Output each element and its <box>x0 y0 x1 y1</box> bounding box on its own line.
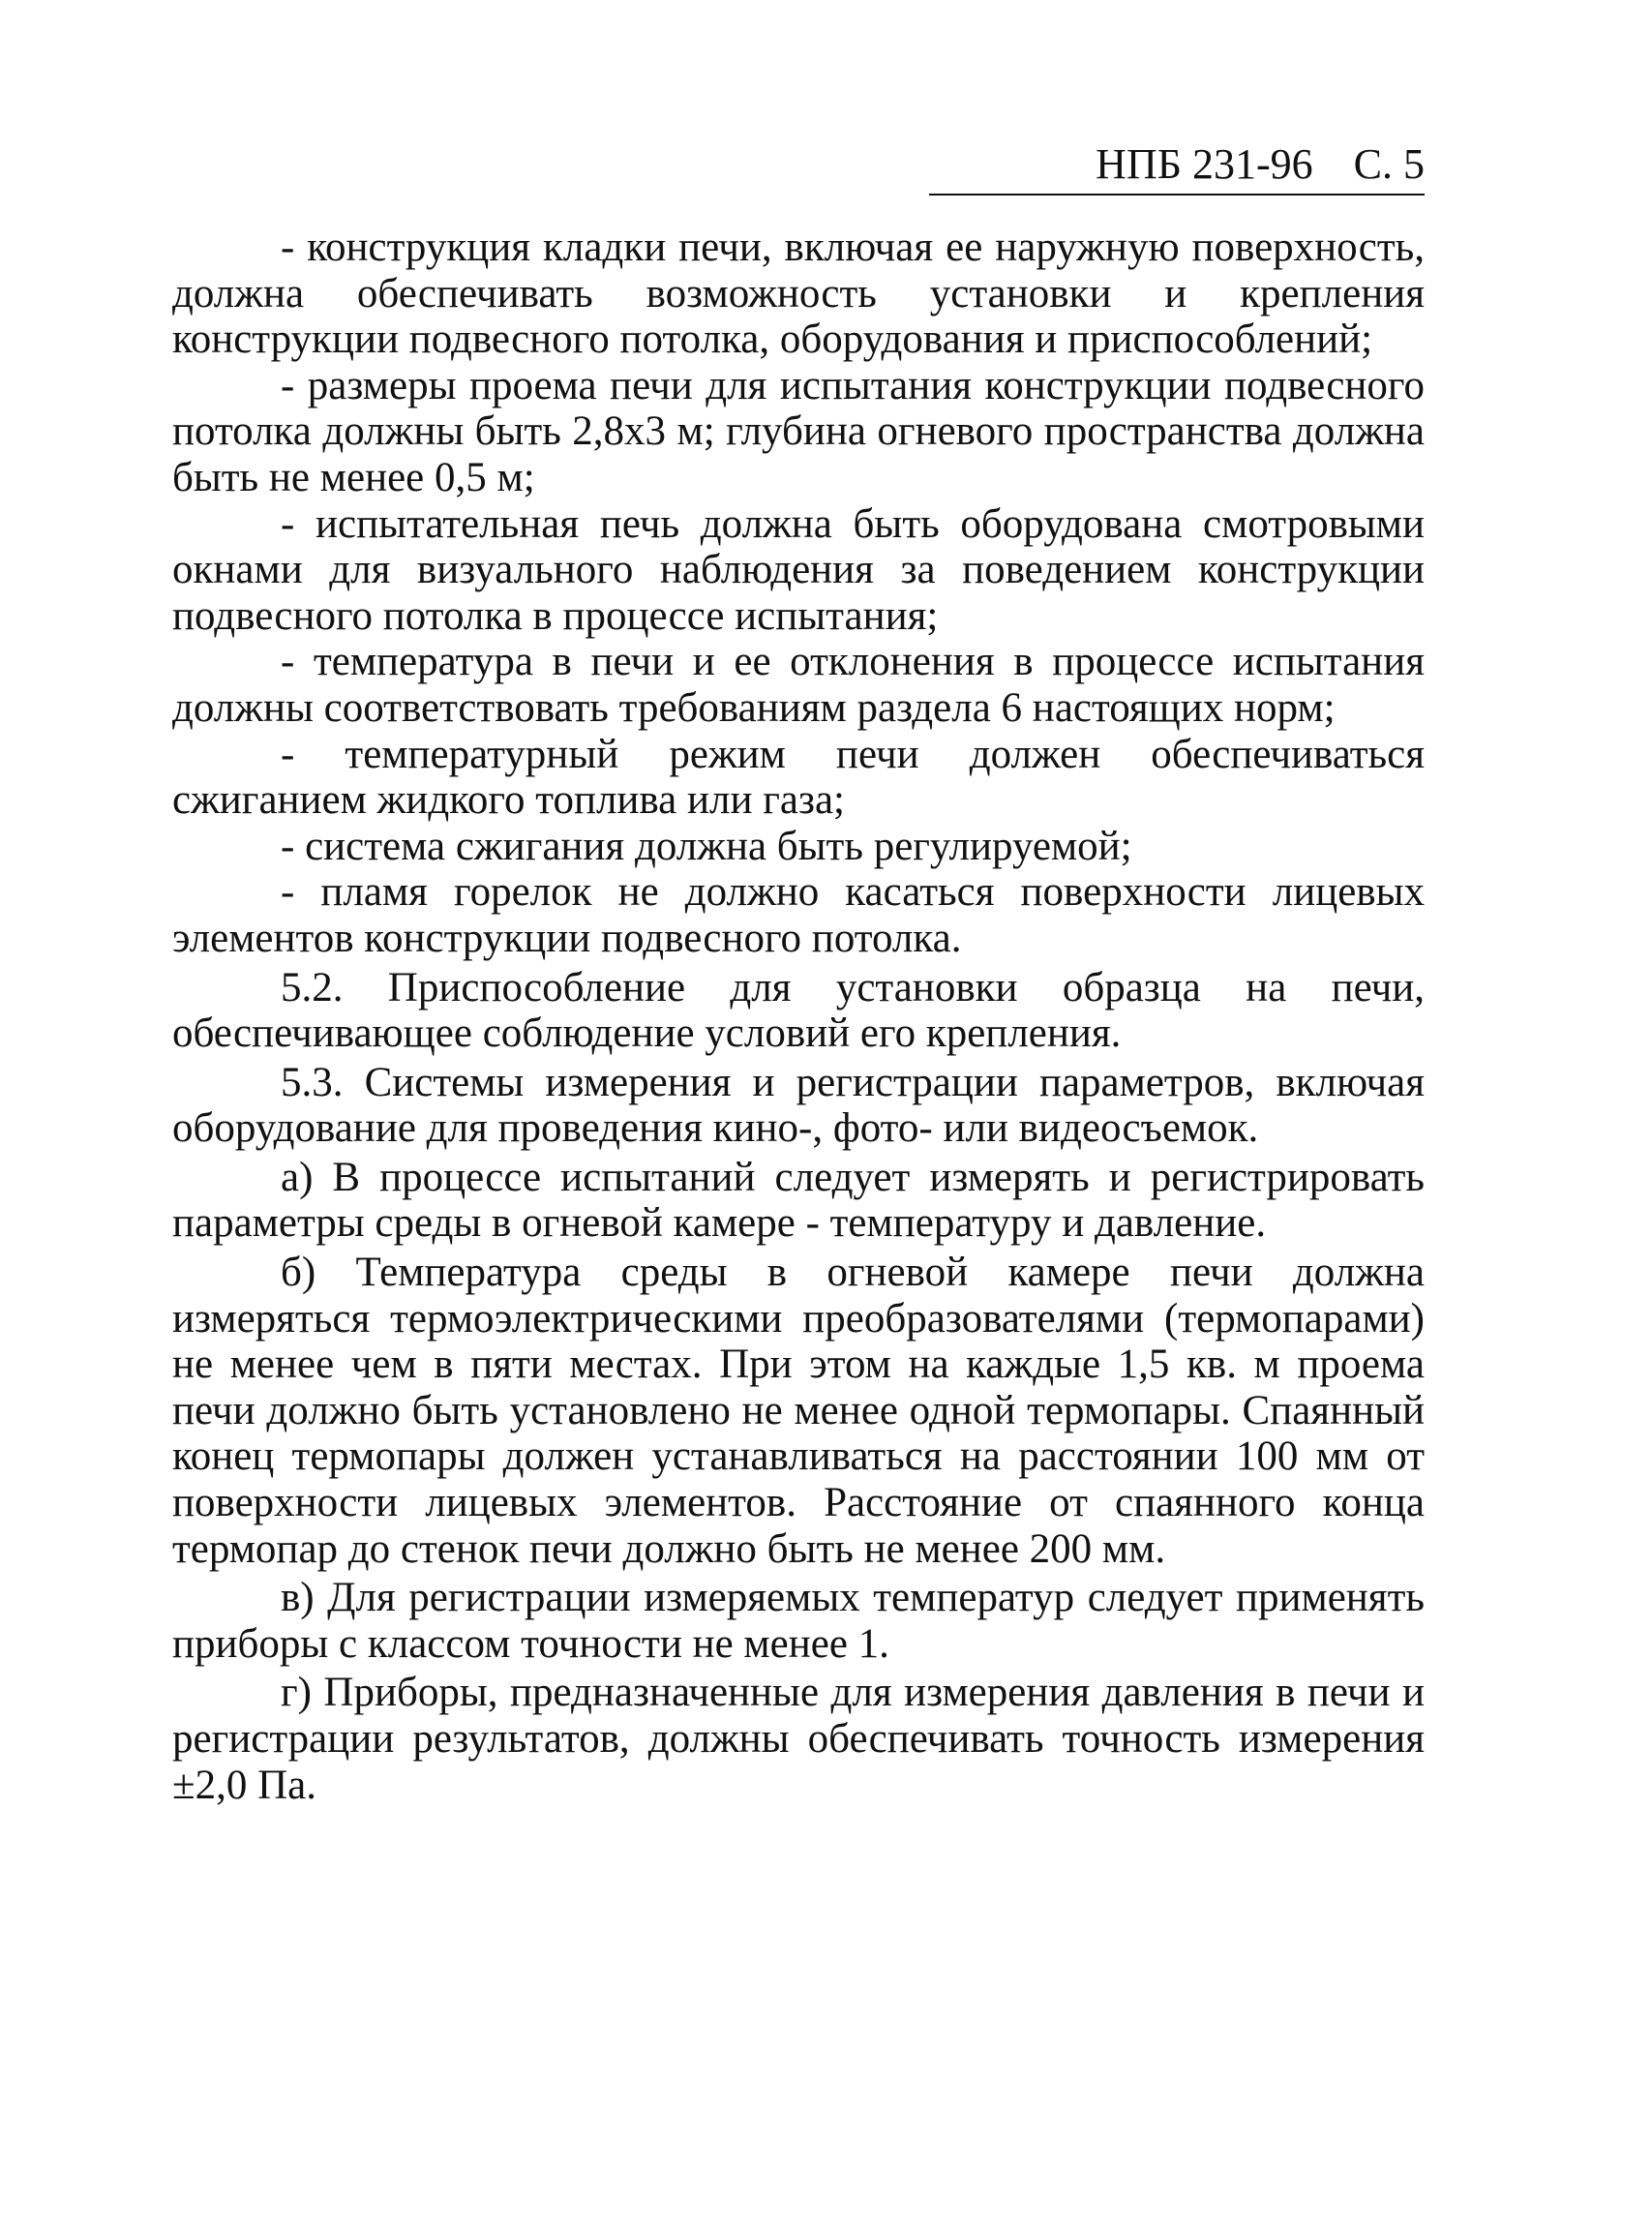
page-header <box>929 136 1425 194</box>
paragraph-item-v: в) Для регистрации измеряемых температур следует применять приборы с классом точности не менее 1. <box>172 1575 1425 1667</box>
paragraph-5-3: 5.3. Системы измерения и регистрации параметров, включая оборудование для проведения кино-, фото- или видеосъемок. <box>172 1059 1425 1152</box>
document-code: НПБ 231-96 <box>1096 140 1313 188</box>
paragraph-item-a: а) В процессе испытаний следует измерять и регистрировать параметры среды в огневой камере - температуру и давление. <box>172 1154 1425 1247</box>
paragraph-temperature-regime: - температурный режим печи должен обеспечиваться сжиганием жидкого топлива или газа; <box>172 731 1425 824</box>
header-rule <box>929 194 1425 196</box>
paragraph-burner-flame: - пламя горелок не должно касаться поверхности лицевых элементов конструкции подвесного потолка. <box>172 869 1425 961</box>
paragraph-combustion-system: - система сжигания должна быть регулируемой; <box>281 823 1132 869</box>
paragraph-item-g: г) Приборы, предназначенные для измерения давления в печи и регистрации результатов, должны обеспечивать точность измерения ±2,0 Па. <box>172 1670 1425 1808</box>
paragraph-viewing-windows: - испытательная печь должна быть оборудована смотровыми окнами для визуального наблюдения за поведением конструкции подвесного потолка в процессе испытания; <box>172 500 1425 639</box>
paragraph-item-b: б) Температура среды в огневой камере печи должна измеряться термоэлектрическими преобразователями (термопарами) не менее чем в пяти местах. При этом на каждые 1,5 кв. м проема печи должно быть установлено не менее одной термопары. Спаянный конец термопары должен устанавливаться на расстоянии 100 мм от поверхности лицевых элементов. Расстояние от спаянного конца термопар до стенок печи должно быть не менее 200 мм. <box>172 1250 1425 1572</box>
paragraph-opening-size: - размеры проема печи для испытания конструкции подвесного потолка должны быть 2,8x3 м; глубина огневого пространства должна быть не менее 0,5 м; <box>172 362 1425 500</box>
paragraph-furnace-masonry: - конструкция кладки печи, включая ее наружную поверхность, должна обеспечивать возможность установки и крепления конструкции подвесного потолка, оборудования и приспособлений; <box>172 225 1425 363</box>
body-text <box>172 225 1425 1808</box>
page-number: С. 5 <box>1353 140 1425 188</box>
paragraph-5-2: 5.2. Приспособление для установки образца на печи, обеспечивающее соблюдение условий его крепления. <box>172 964 1425 1057</box>
paragraph-temperature-requirements: - температура в печи и ее отклонения в процессе испытания должны соответствовать требованиям раздела 6 настоящих норм; <box>172 639 1425 731</box>
